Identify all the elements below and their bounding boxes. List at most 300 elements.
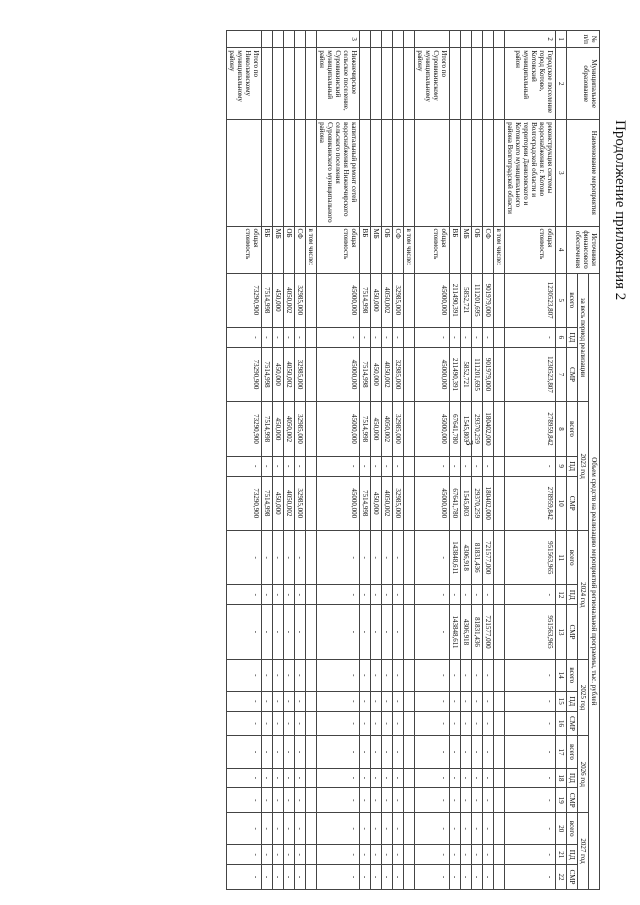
- value-cell: [404, 456, 415, 476]
- value-cell: -: [382, 865, 393, 890]
- value-cell: -: [371, 845, 382, 865]
- value-cell: -: [273, 691, 284, 711]
- value-cell: [404, 865, 415, 890]
- column-index: 7: [556, 347, 567, 401]
- value-cell: -: [273, 605, 284, 659]
- value-cell: [494, 691, 505, 711]
- value-cell: [494, 328, 505, 348]
- value-cell: -: [472, 691, 483, 711]
- activity-cell: [295, 120, 306, 226]
- activity-cell: [450, 120, 461, 226]
- value-cell: -: [317, 691, 360, 711]
- value-cell: -: [461, 711, 472, 736]
- value-cell: -: [317, 768, 360, 788]
- value-cell: -: [450, 711, 461, 736]
- column-index: 21: [556, 845, 567, 865]
- municipality-cell: Итого по Николаевскому муниципальному району: [227, 48, 262, 120]
- value-cell: -: [415, 691, 450, 711]
- value-cell: [494, 605, 505, 659]
- value-cell: -: [461, 768, 472, 788]
- column-index: 6: [556, 328, 567, 348]
- sub-header-smr: СМР: [567, 476, 578, 530]
- value-cell: -: [360, 768, 371, 788]
- value-cell: 32985,000: [393, 476, 404, 530]
- activity-cell: [227, 120, 262, 226]
- value-cell: 67641,780: [450, 402, 461, 456]
- municipality-cell: [295, 48, 306, 120]
- value-cell: -: [393, 736, 404, 768]
- value-cell: -: [360, 585, 371, 605]
- value-cell: [306, 659, 317, 691]
- value-cell: -: [273, 813, 284, 845]
- activity-cell: [360, 120, 371, 226]
- value-cell: -: [284, 813, 295, 845]
- value-cell: -: [371, 659, 382, 691]
- value-cell: -: [450, 585, 461, 605]
- value-cell: -: [360, 736, 371, 768]
- value-cell: -: [360, 456, 371, 476]
- value-cell: -: [295, 456, 306, 476]
- value-cell: -: [284, 530, 295, 584]
- col-source-header: Источники финансового обеспечения: [567, 226, 600, 273]
- value-cell: [404, 347, 415, 401]
- value-cell: -: [284, 456, 295, 476]
- value-cell: -: [371, 788, 382, 813]
- value-cell: -: [483, 585, 494, 605]
- value-cell: -: [382, 711, 393, 736]
- col-num-header: № п/п: [567, 31, 600, 48]
- column-index: 3: [556, 120, 567, 226]
- value-cell: -: [371, 585, 382, 605]
- row-number: 2: [505, 31, 556, 48]
- municipality-cell: [494, 48, 505, 120]
- value-cell: 450,000: [371, 273, 382, 327]
- row-number: [227, 31, 262, 48]
- value-cell: [494, 347, 505, 401]
- value-cell: 721577,000: [483, 605, 494, 659]
- sub-header-vsego: всего: [567, 813, 578, 845]
- value-cell: 450,000: [273, 347, 284, 401]
- value-cell: -: [472, 865, 483, 890]
- source-cell: общая стоимость: [415, 226, 450, 273]
- table-row: [306, 31, 317, 890]
- column-index: 5: [556, 273, 567, 327]
- sub-header-smr: СМР: [567, 347, 578, 401]
- value-cell: -: [483, 865, 494, 890]
- value-cell: -: [227, 736, 262, 768]
- value-cell: 180402,000: [483, 402, 494, 456]
- value-cell: [404, 736, 415, 768]
- value-cell: 32985,000: [393, 402, 404, 456]
- value-cell: [306, 402, 317, 456]
- value-cell: -: [371, 530, 382, 584]
- value-cell: -: [360, 328, 371, 348]
- value-cell: 1230523,807: [505, 347, 556, 401]
- table-row: [227, 31, 262, 890]
- value-cell: -: [472, 711, 483, 736]
- value-cell: 7514,998: [262, 347, 273, 401]
- value-cell: [306, 788, 317, 813]
- activity-cell: [371, 120, 382, 226]
- value-cell: -: [483, 691, 494, 711]
- value-cell: -: [284, 768, 295, 788]
- value-cell: -: [317, 865, 360, 890]
- value-cell: -: [262, 585, 273, 605]
- value-cell: -: [262, 456, 273, 476]
- value-cell: -: [505, 736, 556, 768]
- value-cell: 32985,000: [393, 347, 404, 401]
- table-row: [483, 31, 494, 890]
- value-cell: -: [273, 845, 284, 865]
- value-cell: -: [505, 659, 556, 691]
- value-cell: -: [317, 585, 360, 605]
- value-cell: -: [450, 813, 461, 845]
- value-cell: -: [273, 711, 284, 736]
- value-cell: 73290,900: [227, 273, 262, 327]
- value-cell: 81831,436: [472, 605, 483, 659]
- value-cell: -: [450, 788, 461, 813]
- value-cell: [306, 865, 317, 890]
- source-cell: ВБ: [450, 226, 461, 273]
- value-cell: [306, 476, 317, 530]
- value-cell: -: [505, 813, 556, 845]
- value-cell: 32985,000: [295, 347, 306, 401]
- municipality-cell: [382, 48, 393, 120]
- value-cell: -: [227, 865, 262, 890]
- value-cell: -: [393, 328, 404, 348]
- value-cell: -: [360, 845, 371, 865]
- column-index: 18: [556, 768, 567, 788]
- column-index: 9: [556, 456, 567, 476]
- value-cell: 450,000: [273, 273, 284, 327]
- value-cell: -: [415, 865, 450, 890]
- value-cell: -: [472, 585, 483, 605]
- value-cell: -: [461, 585, 472, 605]
- activity-cell: [404, 120, 415, 226]
- value-cell: 211490,391: [450, 273, 461, 327]
- value-cell: -: [295, 711, 306, 736]
- year-2026-header: 2026 год: [578, 736, 589, 813]
- sub-header-smr: СМР: [567, 788, 578, 813]
- value-cell: -: [505, 845, 556, 865]
- table-row: [382, 31, 393, 890]
- value-cell: 81831,436: [472, 530, 483, 584]
- value-cell: [494, 768, 505, 788]
- value-cell: -: [360, 691, 371, 711]
- value-cell: 278959,842: [505, 476, 556, 530]
- value-cell: -: [317, 659, 360, 691]
- value-cell: -: [415, 659, 450, 691]
- value-cell: -: [262, 530, 273, 584]
- value-cell: -: [393, 865, 404, 890]
- value-cell: -: [360, 813, 371, 845]
- table-row: [450, 31, 461, 890]
- value-cell: -: [360, 788, 371, 813]
- source-cell: СФ: [295, 226, 306, 273]
- value-cell: -: [415, 711, 450, 736]
- value-cell: [404, 691, 415, 711]
- value-cell: -: [273, 456, 284, 476]
- sub-header-vsego: всего: [567, 659, 578, 691]
- value-cell: -: [317, 736, 360, 768]
- value-cell: -: [273, 736, 284, 768]
- value-cell: -: [227, 456, 262, 476]
- value-cell: -: [317, 813, 360, 845]
- value-cell: [494, 585, 505, 605]
- value-cell: -: [505, 585, 556, 605]
- table-row: [461, 31, 472, 890]
- value-cell: -: [382, 605, 393, 659]
- value-cell: -: [284, 328, 295, 348]
- value-cell: 32985,000: [295, 476, 306, 530]
- year-2027-header: 2027 год: [578, 813, 589, 890]
- value-cell: -: [505, 691, 556, 711]
- value-cell: [494, 736, 505, 768]
- value-cell: -: [371, 605, 382, 659]
- value-cell: -: [461, 328, 472, 348]
- value-cell: 450,000: [371, 476, 382, 530]
- table-row: [505, 31, 556, 890]
- source-cell: СФ: [483, 226, 494, 273]
- value-cell: -: [360, 865, 371, 890]
- municipality-cell: [306, 48, 317, 120]
- value-cell: 7514,998: [262, 476, 273, 530]
- value-cell: -: [505, 788, 556, 813]
- value-cell: 4050,002: [382, 347, 393, 401]
- value-cell: 4050,002: [382, 402, 393, 456]
- value-cell: -: [483, 456, 494, 476]
- value-cell: -: [382, 530, 393, 584]
- value-cell: [404, 476, 415, 530]
- row-number: 3: [317, 31, 360, 48]
- value-cell: -: [415, 456, 450, 476]
- column-index: 1: [556, 31, 567, 48]
- value-cell: -: [295, 328, 306, 348]
- value-cell: 4050,002: [284, 476, 295, 530]
- row-number: [472, 31, 483, 48]
- value-cell: 211490,391: [450, 347, 461, 401]
- year-2024-header: 2024 год: [578, 530, 589, 659]
- value-cell: [494, 711, 505, 736]
- value-cell: -: [505, 711, 556, 736]
- value-cell: [494, 530, 505, 584]
- value-cell: -: [360, 711, 371, 736]
- activity-cell: [393, 120, 404, 226]
- value-cell: -: [273, 585, 284, 605]
- municipality-cell: [273, 48, 284, 120]
- sub-header-pd: ПД: [567, 456, 578, 476]
- value-cell: -: [450, 768, 461, 788]
- value-cell: -: [295, 691, 306, 711]
- value-cell: 1545,803: [461, 402, 472, 456]
- municipality-cell: Городское поселение город Котово, Котовский муниципальный район: [505, 48, 556, 120]
- value-cell: -: [295, 530, 306, 584]
- value-cell: -: [227, 788, 262, 813]
- value-cell: 7514,998: [360, 273, 371, 327]
- value-cell: -: [273, 328, 284, 348]
- municipality-cell: [393, 48, 404, 120]
- value-cell: -: [262, 813, 273, 845]
- sub-header-vsego: всего: [567, 736, 578, 768]
- value-cell: 1545,803: [461, 476, 472, 530]
- column-index: 12: [556, 585, 567, 605]
- value-cell: -: [461, 845, 472, 865]
- value-cell: 5852,721: [461, 347, 472, 401]
- value-cell: -: [262, 845, 273, 865]
- value-cell: [404, 585, 415, 605]
- source-cell: МБ: [461, 226, 472, 273]
- value-cell: -: [360, 659, 371, 691]
- value-cell: -: [295, 585, 306, 605]
- value-cell: -: [393, 691, 404, 711]
- value-cell: 4050,002: [284, 273, 295, 327]
- municipality-cell: [450, 48, 461, 120]
- table-row: [295, 31, 306, 890]
- value-cell: -: [382, 768, 393, 788]
- value-cell: -: [317, 711, 360, 736]
- value-cell: [306, 328, 317, 348]
- value-cell: -: [262, 736, 273, 768]
- value-cell: -: [284, 845, 295, 865]
- value-cell: -: [371, 813, 382, 845]
- value-cell: -: [284, 659, 295, 691]
- value-cell: -: [371, 328, 382, 348]
- row-number: [371, 31, 382, 48]
- column-index: 14: [556, 659, 567, 691]
- value-cell: -: [371, 865, 382, 890]
- value-cell: -: [393, 605, 404, 659]
- value-cell: -: [415, 813, 450, 845]
- row-number: [360, 31, 371, 48]
- value-cell: -: [505, 456, 556, 476]
- value-cell: 4306,918: [461, 530, 472, 584]
- value-cell: 45000,000: [317, 402, 360, 456]
- value-cell: -: [262, 605, 273, 659]
- row-number: [415, 31, 450, 48]
- value-cell: 450,000: [371, 347, 382, 401]
- value-cell: -: [472, 328, 483, 348]
- value-cell: -: [450, 691, 461, 711]
- value-cell: [494, 456, 505, 476]
- value-cell: 4050,002: [382, 273, 393, 327]
- value-cell: 45000,000: [317, 347, 360, 401]
- column-index: 4: [556, 226, 567, 273]
- value-cell: -: [284, 605, 295, 659]
- value-cell: -: [393, 530, 404, 584]
- value-cell: -: [371, 456, 382, 476]
- value-cell: -: [382, 456, 393, 476]
- sub-header-vsego: всего: [567, 530, 578, 584]
- value-cell: -: [483, 328, 494, 348]
- value-cell: -: [273, 659, 284, 691]
- value-cell: -: [273, 865, 284, 890]
- value-cell: -: [415, 585, 450, 605]
- column-index: 8: [556, 402, 567, 456]
- value-cell: -: [382, 691, 393, 711]
- row-number: [382, 31, 393, 48]
- table-row: [284, 31, 295, 890]
- value-cell: 450,000: [273, 476, 284, 530]
- value-cell: -: [461, 813, 472, 845]
- value-cell: -: [371, 691, 382, 711]
- funds-header: Объем средств на реализацию мероприятий региональной программы, тыс. рублей: [589, 273, 600, 889]
- value-cell: 73290,900: [227, 347, 262, 401]
- sub-header-vsego: всего: [567, 402, 578, 456]
- value-cell: -: [461, 456, 472, 476]
- value-cell: [306, 813, 317, 845]
- value-cell: -: [450, 736, 461, 768]
- value-cell: -: [483, 736, 494, 768]
- activity-cell: [494, 120, 505, 226]
- table-row: [360, 31, 371, 890]
- value-cell: -: [415, 845, 450, 865]
- activity-cell: [472, 120, 483, 226]
- value-cell: -: [393, 768, 404, 788]
- activity-cell: [284, 120, 295, 226]
- value-cell: [404, 605, 415, 659]
- municipality-cell: Нижнечирское сельское поселение, Суровикинский муниципальный район: [317, 48, 360, 120]
- value-cell: -: [284, 585, 295, 605]
- document-title: Продолжение приложения 2: [612, 120, 628, 301]
- value-cell: 45000,000: [317, 476, 360, 530]
- sub-header-pd: ПД: [567, 691, 578, 711]
- table-row: [494, 31, 505, 890]
- table-row: [262, 31, 273, 890]
- value-cell: -: [295, 788, 306, 813]
- value-cell: -: [393, 456, 404, 476]
- value-cell: 7514,998: [360, 402, 371, 456]
- value-cell: 29370,259: [472, 402, 483, 456]
- value-cell: -: [262, 659, 273, 691]
- value-cell: 111201,695: [472, 347, 483, 401]
- value-cell: [404, 273, 415, 327]
- value-cell: [306, 768, 317, 788]
- value-cell: [404, 659, 415, 691]
- value-cell: -: [284, 736, 295, 768]
- value-cell: -: [227, 691, 262, 711]
- value-cell: -: [483, 768, 494, 788]
- value-cell: 7514,998: [360, 476, 371, 530]
- value-cell: [306, 605, 317, 659]
- value-cell: -: [415, 736, 450, 768]
- value-cell: -: [505, 865, 556, 890]
- value-cell: -: [382, 845, 393, 865]
- value-cell: -: [483, 659, 494, 691]
- table-row: [472, 31, 483, 890]
- value-cell: -: [472, 845, 483, 865]
- source-cell: СФ: [393, 226, 404, 273]
- value-cell: 45000,000: [317, 273, 360, 327]
- source-cell: ОБ: [472, 226, 483, 273]
- value-cell: 450,000: [273, 402, 284, 456]
- value-cell: -: [450, 456, 461, 476]
- value-cell: [306, 347, 317, 401]
- value-cell: 4050,002: [284, 402, 295, 456]
- row-number: [262, 31, 273, 48]
- value-cell: -: [472, 768, 483, 788]
- value-cell: -: [415, 328, 450, 348]
- column-index: 11: [556, 530, 567, 584]
- sub-header-smr: СМР: [567, 605, 578, 659]
- table-row: [404, 31, 415, 890]
- rotated-table-container: [226, 30, 600, 890]
- value-cell: -: [472, 659, 483, 691]
- value-cell: 5852,721: [461, 273, 472, 327]
- source-cell: общая стоимость: [317, 226, 360, 273]
- program-table: [226, 30, 600, 890]
- value-cell: -: [295, 605, 306, 659]
- value-cell: -: [415, 530, 450, 584]
